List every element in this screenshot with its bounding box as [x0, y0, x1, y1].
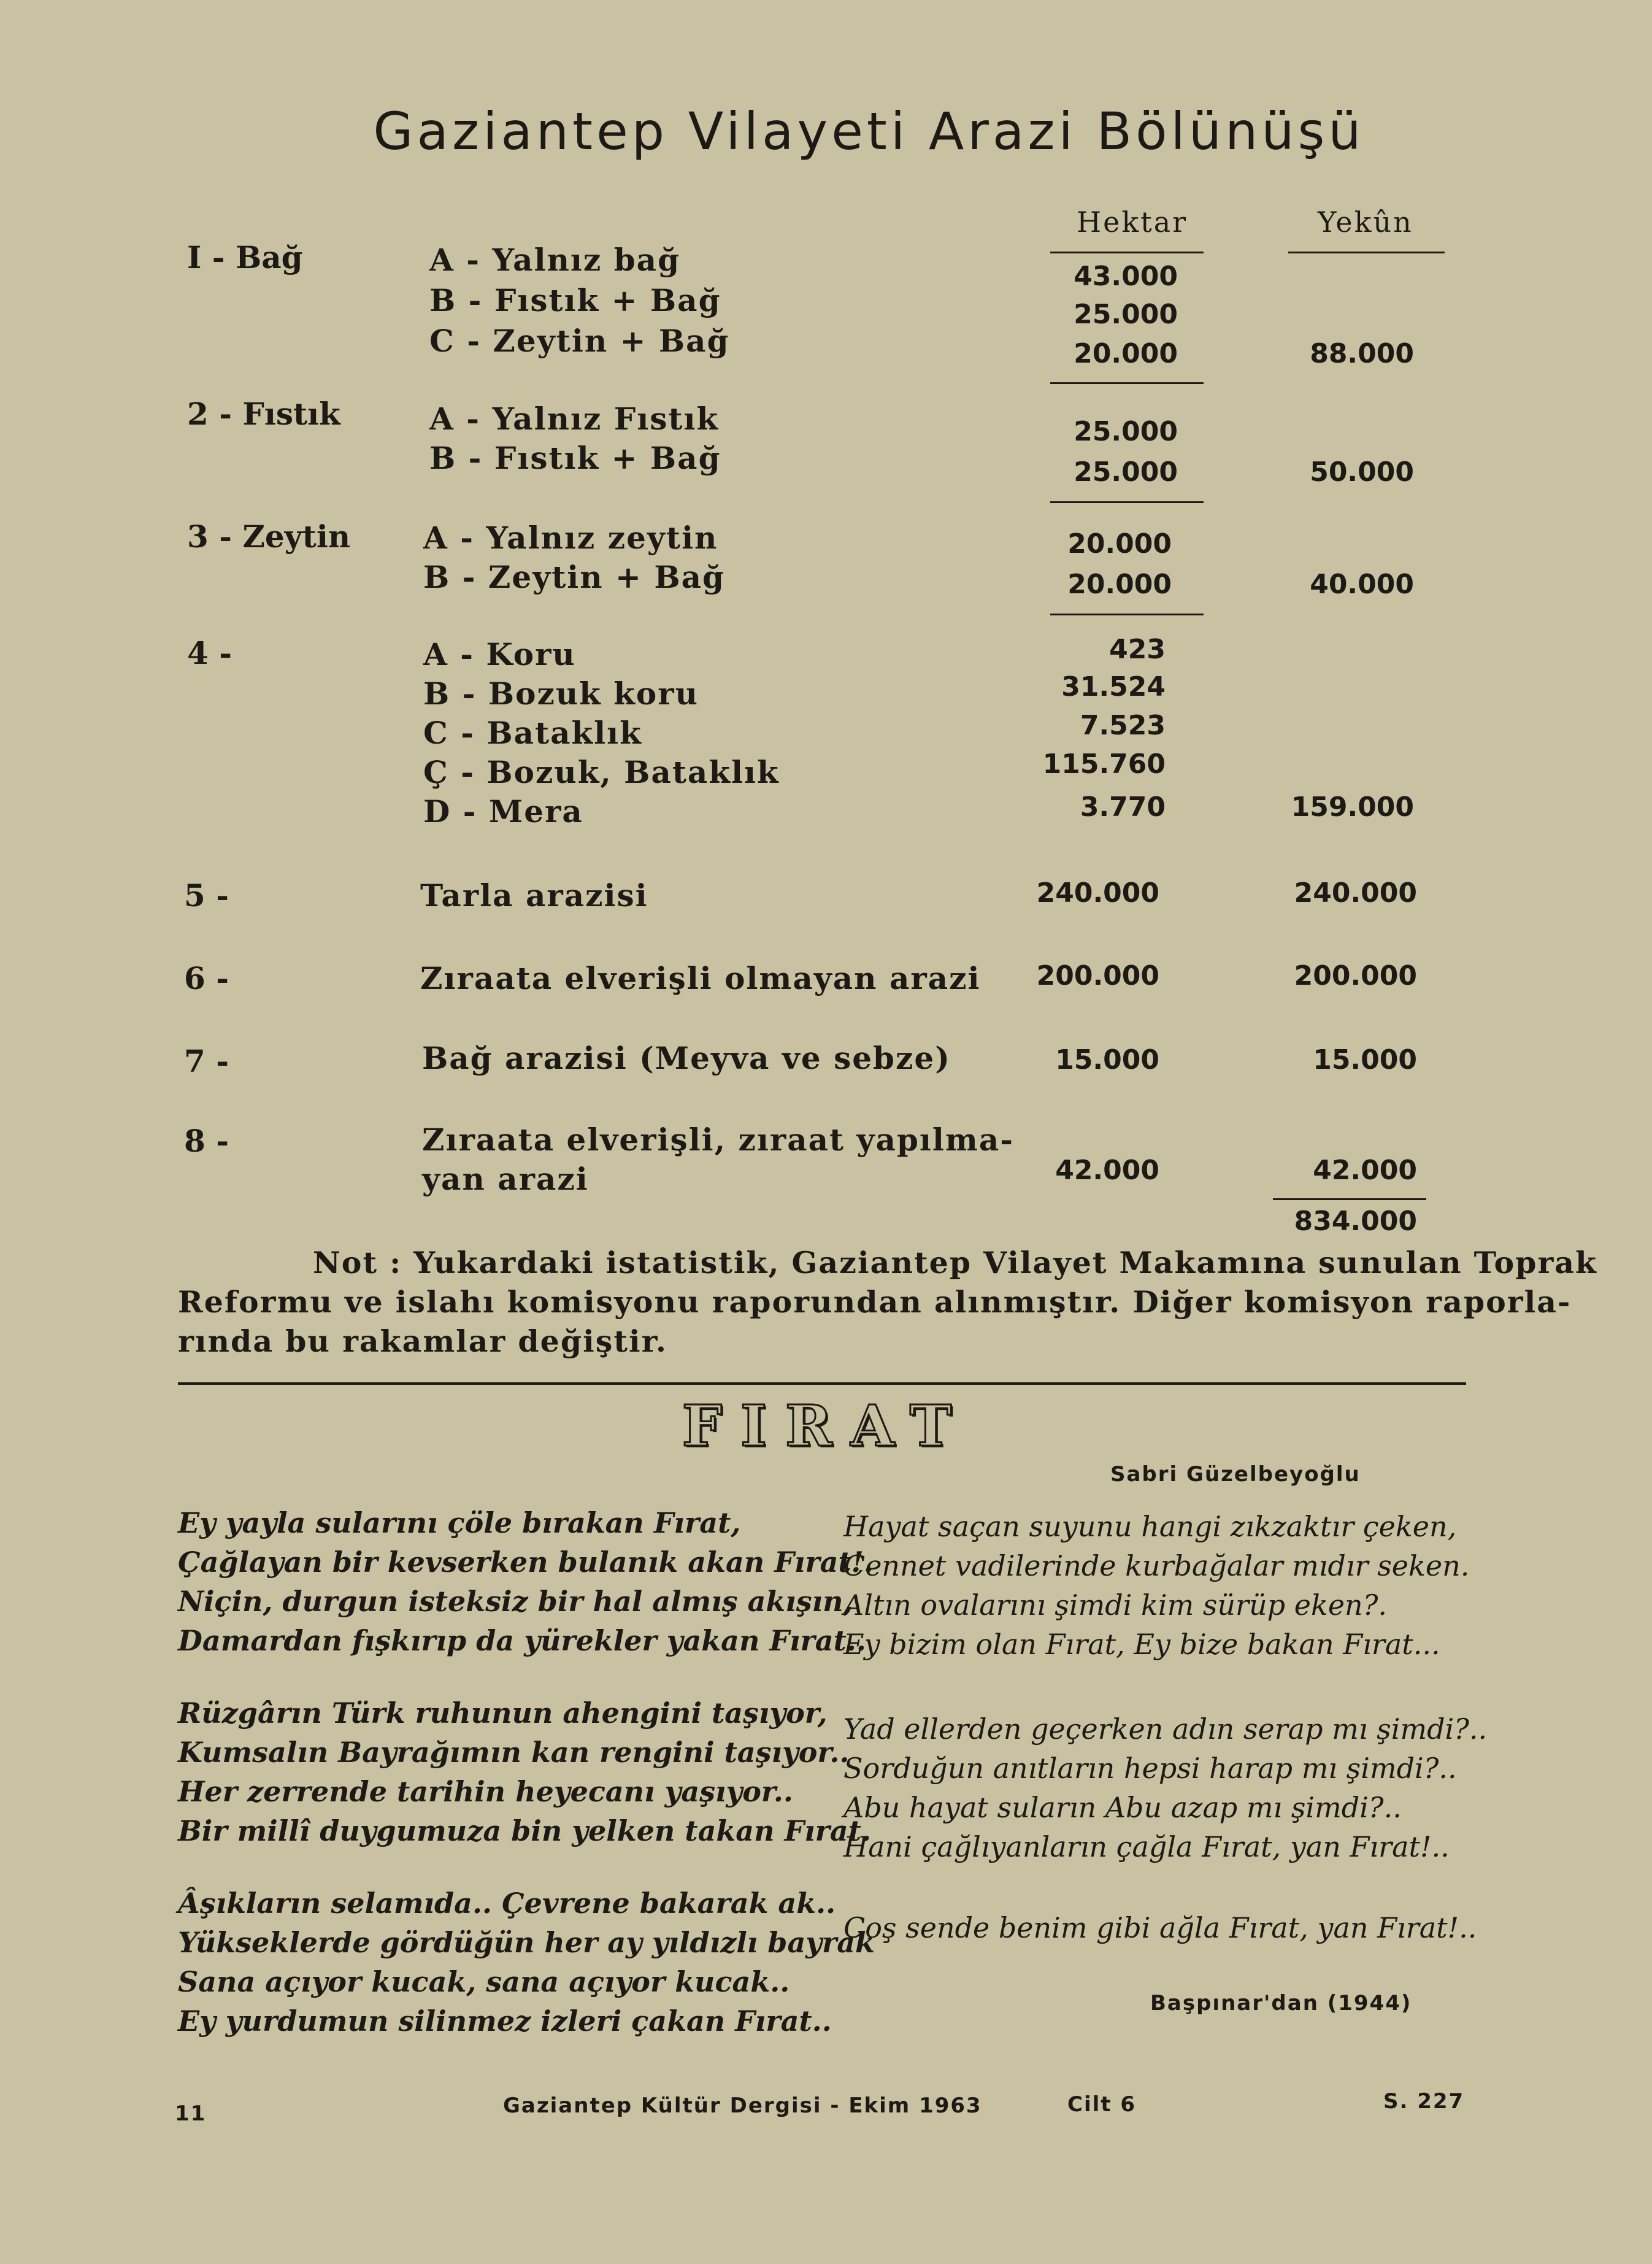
group-3-hektar-a: 20.000	[1067, 528, 1172, 560]
group-6-yekun: 200.000	[1294, 960, 1417, 991]
verse-line: Bir millî duygumuza bin yelken takan Fırat.	[178, 1814, 871, 1847]
issue-info: S. 227	[1383, 2089, 1465, 2114]
group-8-item-line1: Zıraata elverişli, zıraat yapılma-	[422, 1122, 1014, 1158]
verse-line: Rüzgârın Türk ruhunun ahengini taşıyor,	[178, 1696, 828, 1730]
group-4-hektar-a: 423	[1109, 634, 1166, 665]
group-label-3: 3 - Zeytin	[187, 518, 351, 555]
verse-line: Hani çağlıyanların çağla Fırat, yan Fırat!..	[843, 1830, 1450, 1863]
group-6-item: Zıraata elverişli olmayan arazi	[420, 960, 981, 996]
group-5-hektar: 240.000	[1036, 877, 1159, 909]
group-3-hektar-b: 20.000	[1067, 569, 1172, 600]
page-title: Gaziantep Vilayeti Arazi Bölünüşü	[373, 101, 1365, 161]
journal-info: Gaziantep Kültür Dergisi - Ekim 1963	[503, 2093, 982, 2118]
group-2-item-a: A - Yalnız Fıstık	[429, 401, 720, 437]
verse-line: Ey yurdumun silinmez izleri çakan Fırat..	[178, 2004, 832, 2038]
group-label-8: 8 -	[184, 1123, 229, 1159]
volume-info: Cilt 6	[1067, 2092, 1137, 2117]
column-header-yekun: Yekûn	[1318, 206, 1413, 239]
group-label-4: 4 -	[187, 635, 232, 671]
group-4-hektar-c: 7.523	[1080, 710, 1166, 741]
group-8-item-line2: yan arazi	[422, 1161, 589, 1197]
right-stanza-3	[843, 1908, 1477, 1947]
group-3-yekun: 40.000	[1310, 569, 1414, 600]
verse-line: Damardan fışkırıp da yürekler yakan Fırat..	[178, 1624, 866, 1657]
group-label-5: 5 -	[184, 877, 229, 914]
group-2-hektar-b: 25.000	[1074, 456, 1178, 488]
group-label-6: 6 -	[184, 960, 229, 996]
verse-line: Altın ovalarını şimdi kim sürüp eken?.	[843, 1588, 1387, 1622]
column-header-hektar: Hektar	[1077, 206, 1188, 239]
group-1-item-b: B - Fıstık + Bağ	[429, 282, 721, 318]
group-5-item: Tarla arazisi	[420, 877, 648, 914]
total-rule	[1273, 1198, 1426, 1200]
verse-line: Yükseklerde gördüğün her ay yıldızlı bayrak	[178, 1926, 875, 1959]
group-5-yekun: 240.000	[1294, 877, 1417, 909]
group-2-hektar-a: 25.000	[1074, 416, 1178, 447]
group-4-item-cc: Ç - Bozuk, Bataklık	[423, 754, 780, 790]
group-3-item-a: A - Yalnız zeytin	[423, 520, 718, 556]
group-4-item-a: A - Koru	[423, 636, 576, 672]
verse-line: Hayat saçan suyunu hangi zıkzaktır çeken,	[843, 1510, 1457, 1543]
group-1-item-a: A - Yalnız bağ	[429, 242, 681, 278]
header-rule-hektar	[1050, 252, 1204, 253]
verse-line: Ey yayla sularını çöle bırakan Fırat,	[178, 1506, 741, 1539]
section-divider	[178, 1382, 1466, 1385]
group-7-hektar: 15.000	[1055, 1044, 1159, 1076]
group-3-rule	[1050, 614, 1204, 615]
group-label-7: 7 -	[184, 1043, 229, 1079]
group-4-yekun: 159.000	[1291, 791, 1414, 823]
header-rule-yekun	[1288, 252, 1445, 253]
group-4-item-d: D - Mera	[423, 793, 583, 830]
note-line-2: Reformu ve islahı komisyonu raporundan alınmıştır. Diğer komisyon raporla-	[178, 1284, 1572, 1320]
group-8-hektar: 42.000	[1055, 1155, 1159, 1186]
right-stanza-1	[843, 1507, 1469, 1664]
verse-line: Niçin, durgun isteksiz bir hal almış akışın,	[178, 1585, 853, 1618]
left-stanza-3	[178, 1884, 875, 2041]
group-2-rule	[1050, 501, 1204, 503]
group-label-2: 2 - Fıstık	[187, 396, 340, 432]
group-7-item: Bağ arazisi (Meyva ve sebze)	[422, 1040, 951, 1076]
poem-title: FIRAT	[682, 1393, 970, 1459]
group-7-yekun: 15.000	[1313, 1044, 1417, 1076]
group-4-hektar-d: 3.770	[1080, 791, 1166, 823]
group-6-hektar: 200.000	[1036, 960, 1159, 991]
group-4-hektar-cc: 115.760	[1042, 749, 1166, 780]
page-number: 11	[175, 2101, 207, 2126]
verse-line: Âşıkların selamıda.. Çevrene bakarak ak..	[178, 1887, 836, 1920]
group-1-hektar-c: 20.000	[1074, 338, 1178, 369]
verse-line: Her zerrende tarihin heyecanı yaşıyor..	[178, 1775, 793, 1808]
group-4-item-b: B - Bozuk koru	[423, 676, 699, 712]
verse-line: Sorduğun anıtların hepsi harap mı şimdi?..	[843, 1752, 1457, 1785]
verse-line: Çağlayan bir kevserken bulanık akan Fırat!.	[178, 1546, 874, 1579]
group-4-hektar-b: 31.524	[1061, 671, 1166, 703]
verse-line: Abu hayat suların Abu azap mı şimdi?..	[843, 1791, 1402, 1824]
poem-author: Sabri Güzelbeyoğlu	[1110, 1462, 1361, 1487]
group-8-yekun: 42.000	[1313, 1155, 1417, 1186]
verse-line: Sana açıyor kucak, sana açıyor kucak..	[178, 1965, 790, 1998]
group-3-item-b: B - Zeytin + Bağ	[423, 559, 725, 595]
verse-line: Coş sende benim gibi ağla Fırat, yan Fırat!..	[843, 1911, 1477, 1944]
poem-signature: Başpınar'dan (1944)	[1150, 1991, 1412, 2016]
group-2-yekun: 50.000	[1310, 456, 1414, 488]
verse-line: Ey bizim olan Fırat, Ey bize bakan Fırat...	[843, 1628, 1440, 1661]
verse-line: Cennet vadilerinde kurbağalar mıdır seken.	[843, 1549, 1470, 1582]
group-label-1: I - Bağ	[187, 239, 303, 275]
group-1-yekun: 88.000	[1310, 338, 1414, 369]
left-stanza-1	[178, 1503, 874, 1660]
note-line-1: Not : Yukardaki istatistik, Gaziantep Vilayet Makamına sunulan Toprak	[313, 1245, 1597, 1280]
group-2-item-b: B - Fıstık + Bağ	[429, 440, 721, 476]
group-1-hektar-a: 43.000	[1074, 261, 1178, 292]
group-1-rule	[1050, 382, 1204, 384]
left-stanza-2	[178, 1693, 871, 1850]
group-1-hektar-b: 25.000	[1074, 299, 1178, 330]
group-1-item-c: C - Zeytin + Bağ	[429, 323, 730, 359]
right-stanza-2	[843, 1709, 1487, 1866]
note-line-3: rında bu rakamlar değiştir.	[178, 1323, 667, 1359]
grand-total: 834.000	[1294, 1206, 1417, 1237]
group-4-item-c: C - Bataklık	[423, 715, 642, 751]
verse-line: Kumsalın Bayrağımın kan rengini taşıyor..	[178, 1736, 850, 1769]
verse-line: Yad ellerden geçerken adın serap mı şimdi?..	[843, 1712, 1488, 1746]
